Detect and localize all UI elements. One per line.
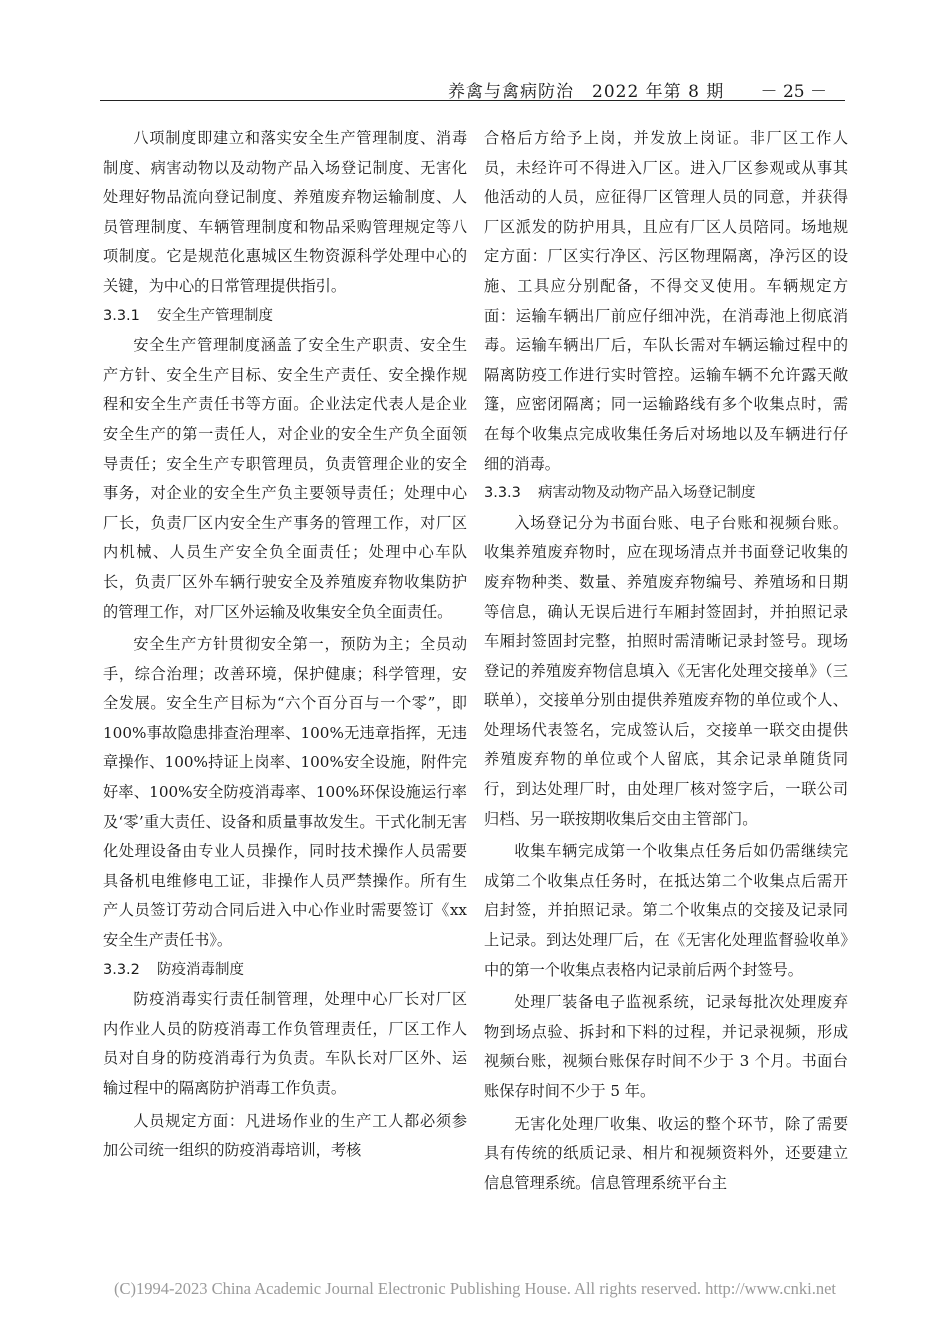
running-header [100,74,845,101]
section-number: 3.3.3 [484,485,521,502]
paragraph-safety-policy: 安全生产方针贯彻安全第一，预防为主；全员动手，综合治理；改善环境，保护健康；科学管理，安全发展。安全生产目标为“六个百分百与一个零”，即 100%事故隐患排查治理率、100%无违章指挥，无违章操作、100%持证上岗率、100%安全设施，附件完好率、100%安全防疫消毒率、100%环保设施运行率及‘零’重大责任、设备和质量事故发生。干式化制无害化处理设备由专业人员操作，同时技术操作人员需要具备机电维修电工证，非操作人员严禁操作。所有生产人员签订劳动合同后进入中心作业时需要签订《xx 安全生产责任书》。 [103,635,467,950]
paragraph-video-monitoring: 处理厂装备电子监视系统，记录每批次处理废弃物到场点验、拆封和下料的过程，并记录视频，形成视频台账，视频台账保存时间不少于 3 个月。书面台账保存时间不少于 5 年。 [484,993,848,1100]
paragraph-second-collection-point: 收集车辆完成第一个收集点任务后如仍需继续完成第二个收集点任务时，在抵达第二个收集点后需开启封签，并拍照记录。第二个收集点的交接及记录同上记录。到达处理厂后，在《无害化处理监督验收单》中的第一个收集点表格内记录前后两个封签号。 [484,842,848,979]
paragraph-personnel-rules: 人员规定方面：凡进场作业的生产工人都必须参加公司统一组织的防疫消毒培训，考核 [103,1111,467,1160]
paragraph-safety-duties: 安全生产管理制度涵盖了安全生产职责、安全生产方针、安全生产目标、安全生产责任、安全操作规程和安全生产责任书等方面。企业法定代表人是企业安全生产的第一责任人，对企业的安全生产负全面领导责任；安全生产专职管理员，负责管理企业的安全事务，对企业的安全生产负主要领导责任；处理中心厂长，负责厂区内安全生产事务的管理工作，对厂区内机械、人员生产安全负全面责任；处理中心车队长，负责厂区外车辆行驶安全及养殖废弃物收集防护的管理工作，对厂区外运输及收集安全负全面责任。 [103,336,467,621]
section-heading-3-3-3 [484,479,848,509]
copyright-footer: (C)1994-2023 China Academic Journal Electronic Publishing House. All rights reserved. http://www.cnki.net [113,1279,837,1298]
paragraph-eight-systems: 八项制度即建立和落实安全生产管理制度、消毒制度、病害动物以及动物产品入场登记制度、无害化处理好物品流向登记制度、养殖废弃物运输制度、人员管理制度、车辆管理制度和物品采购管理规定等八项制度。它是规范化惠城区生物资源科学处理中心的关键，为中心的日常管理提供指引。 [103,129,467,295]
journal-title: 养禽与禽病防治 2022 年第 8 期 [448,82,725,102]
left-column [103,124,467,1166]
page-number: － 25 － [760,82,827,102]
right-column [484,124,848,1198]
section-title: 病害动物及动物产品入场登记制度 [538,485,756,502]
section-heading-3-3-2 [103,956,467,986]
paragraph-personnel-rules-continued: 合格后方给予上岗，并发放上岗证。非厂区工作人员，未经许可不得进入厂区。进入厂区参观或从事其他活动的人员，应征得厂区管理人员的同意，并获得厂区派发的防护用具，且应有厂区人员陪同。场地规定方面：厂区实行净区、污区物理隔离，净污区的设施、工具应分别配备，不得交叉使用。车辆规定方面：运输车辆出厂前应仔细冲洗，在消毒池上彻底消毒。运输车辆出厂后，车队长需对车辆运输过程中的隔离防疫工作进行实时管控。运输车辆不允许露天敞篷，应密闭隔离；同一运输路线有多个收集点时，需在每个收集点完成收集任务后对场地以及车辆进行仔细的消毒。 [484,129,848,473]
paragraph-disinfection-responsibility: 防疫消毒实行责任制管理，处理中心厂长对厂区内作业人员的防疫消毒工作负管理责任，厂区工作人员对自身的防疫消毒行为负责。车队长对厂区外、运输过程中的隔离防护消毒工作负责。 [103,990,467,1097]
paragraph-info-system: 无害化处理厂收集、收运的整个环节，除了需要具有传统的纸质记录、相片和视频资料外，还要建立信息管理系统。信息管理系统平台主 [484,1114,848,1192]
section-title: 防疫消毒制度 [157,961,244,978]
section-heading-3-3-1 [103,302,467,332]
section-number: 3.3.2 [103,961,140,978]
paragraph-entry-registration: 入场登记分为书面台账、电子台账和视频台账。收集养殖废弃物时，应在现场清点并书面登记收集的废弃物种类、数量、养殖废弃物编号、养殖场和日期等信息，确认无误后进行车厢封签固封，并拍照记录车厢封签固封完整，拍照时需清晰记录封签号。现场登记的养殖废弃物信息填入《无害化处理交接单》（三联单），交接单分别由提供养殖废弃物的单位或个人、处理场代表签名，完成签认后，交接单一联交由提供养殖废弃物的单位或个人留底，其余记录单随货同行，到达处理厂时，由处理厂核对签字后，一联公司归档、另一联按期收集后交由主管部门。 [484,513,848,828]
section-title: 安全生产管理制度 [157,307,273,324]
section-number: 3.3.1 [103,307,140,324]
